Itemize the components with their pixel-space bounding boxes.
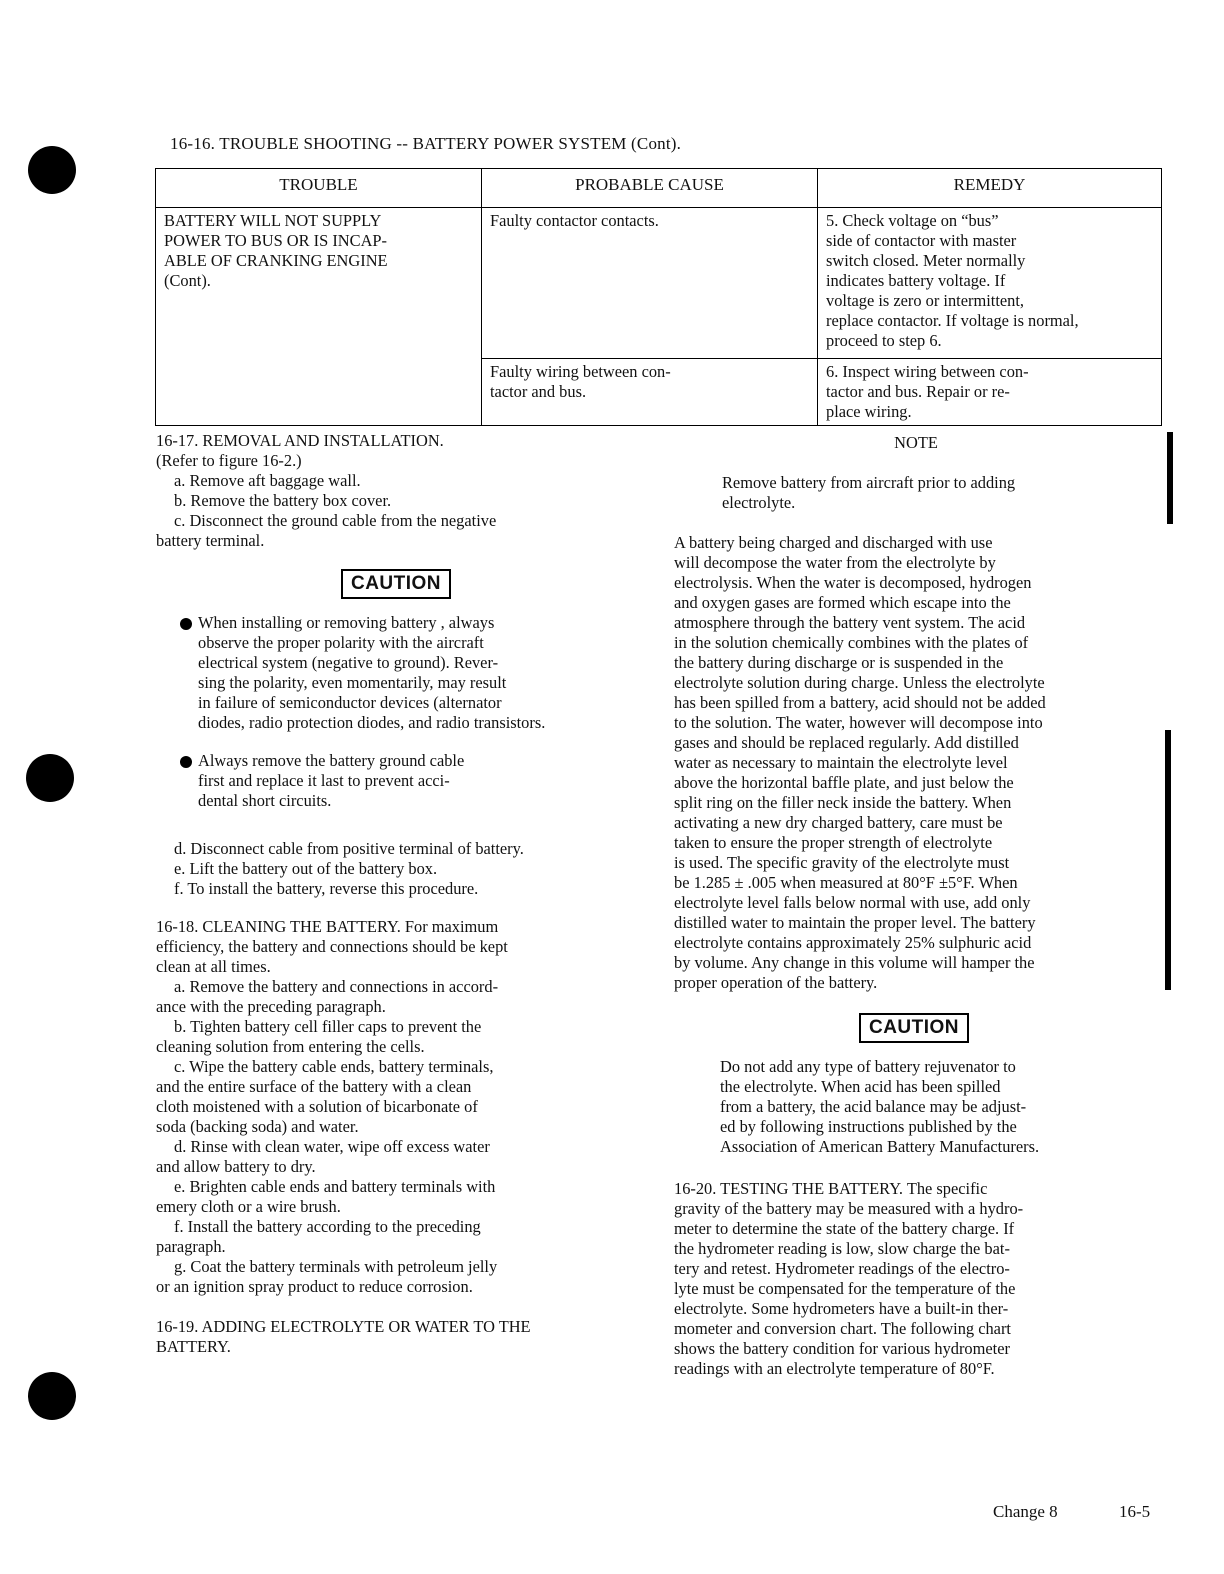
right-column [674, 433, 1154, 1379]
bullet-icon [180, 756, 192, 768]
cleaning-step-d: d. Rinse with clean water, wipe off excess water [174, 1137, 490, 1156]
change-bar-middle [1165, 730, 1171, 990]
page-number: 16-5 [1119, 1502, 1151, 1521]
caution-bullet-polarity: When installing or removing battery , always observe the proper polarity with the aircraft electrical system (negative to ground). Rever- sing the polarity, even momentarily, may result in failure of semiconductor devices (alternator diodes, radio protection diodes, and radio transistors. [176, 613, 636, 733]
cleaning-step-a: a. Remove the battery and connections in accord- [174, 977, 499, 996]
trouble-cell: BATTERY WILL NOT SUPPLY POWER TO BUS OR IS INCAP- ABLE OF CRANKING ENGINE (Cont). [156, 208, 482, 426]
cleaning-step-g: g. Coat the battery terminals with petroleum jelly [174, 1257, 498, 1276]
binder-hole-bottom [28, 1372, 76, 1420]
removal-step-a: a. Remove aft baggage wall. [174, 471, 361, 490]
cleaning-section: 16-18. CLEANING THE BATTERY. For maximum efficiency, the battery and connections should be kept clean at all times. a. Remove the battery and connections in accord- ance with the preceding paragraph. b. Tighten battery cell filler caps to prevent the cleaning solution from entering the cells. c. Wipe the battery cable ends, battery terminals, and the entire surface of the battery with a clean cloth moistened with a solution of bicarbonate of soda (backing soda) and water. d. Rinse with clean water, wipe off excess water and allow battery to dry. e. Brighten cable ends and battery terminals with emery cloth or a wire brush. f. Install the battery according to the preceding paragraph. g. Coat the battery terminals with petroleum jelly or an ignition spray product to reduce corrosion. [156, 917, 636, 1297]
remedy-cell: 6. Inspect wiring between con- tactor and bus. Repair or re- place wiring. [818, 359, 1162, 426]
removal-step-f: f. To install the battery, reverse this procedure. [174, 879, 479, 898]
caution-text-rejuvenator: Do not add any type of battery rejuvenator to the electrolyte. When acid has been spilled from a battery, the acid balance may be adjust- ed by following instructions published by the Association of American Battery Manufacturers. [720, 1057, 1040, 1156]
removal-step-e: e. Lift the battery out of the battery box. [174, 859, 438, 878]
removal-step-c-cont: battery terminal. [156, 531, 265, 550]
removal-heading: 16-17. REMOVAL AND INSTALLATION. [156, 431, 444, 450]
table-row [156, 208, 1162, 359]
header-trouble: TROUBLE [156, 169, 482, 208]
cleaning-step-f: f. Install the battery according to the preceding [174, 1217, 481, 1236]
electrolyte-heading: 16-19. ADDING ELECTROLYTE OR WATER TO THE BATTERY. [156, 1317, 531, 1356]
caution-label: CAUTION [341, 569, 451, 599]
binder-hole-middle [26, 754, 74, 802]
note-text: Remove battery from aircraft prior to adding electrolyte. [722, 473, 1016, 512]
change-bar-top [1167, 432, 1173, 524]
change-number: Change 8 [993, 1502, 1058, 1521]
table-header-row [156, 169, 1162, 208]
removal-reference: (Refer to figure 16-2.) [156, 451, 302, 470]
header-remedy: REMEDY [818, 169, 1162, 208]
electrolyte-body: A battery being charged and discharged with use will decompose the water from the electrolyte by electrolysis. When the water is decomposed, hydrogen and oxygen gases are formed which escape into the atmosphere through the battery vent system. The acid in the solution chemically combines with the plates of the battery during discharge or is suspended in the electrolyte solution during charge. Unless the electrolyte has been spilled from a battery, acid should not be added to the solution. The water, however will decompose into gases and should be replaced regularly. Add distilled water as necessary to maintain the electrolyte level above the horizontal baffle plate, and just below the split ring on the filler neck inside the battery. When activating a new dry charged battery, care must be taken to ensure the proper strength of electrolyte is used. The specific gravity of the electrolyte must be 1.285 ± .005 when measured at 80°F ±5°F. When electrolyte level falls below normal with use, add only distilled water to maintain the proper level. The battery electrolyte contains approximately 25% sulphuric acid by volume. Any change in this volume will hamper the proper operation of the battery. [674, 533, 1046, 992]
caution-bullet-ground-cable: Always remove the battery ground cable first and replace it last to prevent acci- dental short circuits. [176, 751, 636, 811]
removal-step-c: c. Disconnect the ground cable from the negative [174, 511, 497, 530]
cause-cell: Faulty wiring between con- tactor and bus. [482, 359, 818, 426]
troubleshooting-table [155, 168, 1162, 426]
left-column [156, 431, 636, 1357]
bullet-icon [180, 618, 192, 630]
caution-label: CAUTION [859, 1013, 969, 1043]
removal-step-b: b. Remove the battery box cover. [174, 491, 392, 510]
cleaning-step-e: e. Brighten cable ends and battery terminals with [174, 1177, 496, 1196]
removal-step-d: d. Disconnect cable from positive terminal of battery. [174, 839, 524, 858]
cleaning-step-c: c. Wipe the battery cable ends, battery terminals, [174, 1057, 494, 1076]
note-label: NOTE [894, 433, 938, 452]
cleaning-heading: 16-18. CLEANING THE BATTERY. For maximum [156, 917, 499, 936]
section-title: 16-16. TROUBLE SHOOTING -- BATTERY POWER SYSTEM (Cont). [170, 134, 682, 153]
cause-cell: Faulty contactor contacts. [482, 208, 818, 359]
remedy-cell: 5. Check voltage on “bus” side of contactor with master switch closed. Meter normally indicates battery voltage. If voltage is zero or intermittent, replace contactor. If voltage is normal, proceed to step 6. [818, 208, 1162, 359]
testing-heading: 16-20. TESTING THE BATTERY. The specific [674, 1179, 988, 1198]
binder-hole-top [28, 146, 76, 194]
header-probable-cause: PROBABLE CAUSE [482, 169, 818, 208]
cleaning-step-b: b. Tighten battery cell filler caps to prevent the [174, 1017, 482, 1036]
testing-section: 16-20. TESTING THE BATTERY. The specific gravity of the battery may be measured with a hydro- meter to determine the state of the battery charge. If the hydrometer reading is low, slow charge the bat- tery and retest. Hydrometer readings of the electro- lyte must be compensated for the temperature of the electrolyte. Some hydrometers have a built-in ther- mometer and conversion chart. The following chart shows the battery condition for various hydrometer readings with an electrolyte temperature of 80°F. [674, 1179, 1154, 1379]
